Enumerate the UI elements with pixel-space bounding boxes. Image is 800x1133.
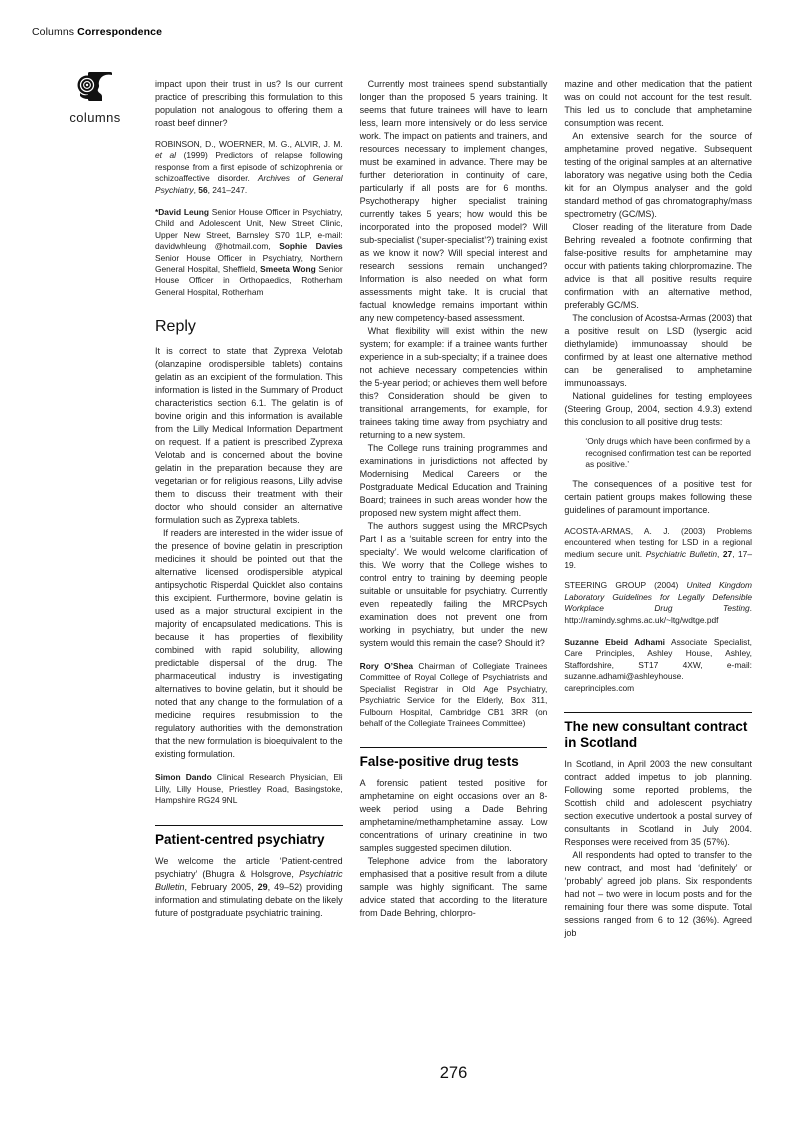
text-run: All respondents had opted to transfer to the new contract, and most had ‘definitely’ or ‘probably’ agreed job plans. Six respondents had not – two were in locum posts and for the remaining four there was some dispute. Total sessions ranged from 6 to 12 (36%). Agreed job xyxy=(564,850,752,939)
text-run: If readers are interested in the wider issue of the presence of bovine gelatin in prescription medicines it should be pointed out that the alternative licensed orodispersible atypical antipsychotic Risperdal Quicklet also contains this excipient. Furthermore, bovine gelatin is used as a major structural excipient in the majority of encapsulated medications. This is because it has properties of flexibility combined with rapid solubility, allowing predictable dispersal of the drug. The pharmaceutical industry is investigating alternatives to bovine gelatin, but it should be noted that any change to the formulation of a medicine requires resubmission to the regulatory authorities with the demonstration that the new formulation is bioequivalent to the existing formulation. xyxy=(155,528,343,760)
signature-block xyxy=(360,661,548,729)
reference xyxy=(564,580,752,626)
text-run: A forensic patient tested positive for amphetamine on eight occasions over an 8-week period using a Dade Behring amphetamine/methamphetamine assay. Low concentrations of urinary creatinine in two samples suggested specimen dilution. xyxy=(359,778,548,854)
text-run: The new consultant contract in Scotland xyxy=(564,719,748,751)
columns-logo-icon xyxy=(76,90,114,107)
section-heading-patient-centred-psychiatry xyxy=(155,825,343,848)
text-run: In Scotland, in April 2003 the new consultant contract added impetus to job planning. Following some reported problems, the Scottish child and adolescent psychiatry section executive undertook a postal survey of consultants in Scotland in July 2004. Responses were received from 35 (57%). xyxy=(564,759,752,848)
text-run: 27 xyxy=(722,548,733,559)
text-run: , 49–52) providing information and stimulating debate on the likely future of postgraduate psychiatric training. xyxy=(155,881,343,918)
page-number: 276 xyxy=(439,1064,468,1082)
text-run: The College runs training programmes and examinations in jurisdictions not affected by Modernising Medical Careers or the Postgraduate Medical Education and Training Board; trainees in such areas wonder how the proposed new system might affect them. xyxy=(359,443,548,518)
text-run: , xyxy=(717,548,723,559)
text-run: False-positive drug tests xyxy=(359,754,519,770)
paragraph xyxy=(155,78,343,130)
text-run: , xyxy=(193,184,199,195)
text-run: *David Leung xyxy=(155,207,209,218)
text-run: . http://ramindy.sghms.ac.uk/~ltg/wdtge.pdf xyxy=(564,603,752,625)
paragraph xyxy=(360,325,548,442)
reference xyxy=(564,526,752,572)
signature-block xyxy=(564,637,752,694)
text-run: (1999) Predictors of relapse following response from a first episode of schizophrenia or schizoaffective disorder. xyxy=(155,150,343,184)
signature-block xyxy=(155,772,343,806)
text-run: Senior House Officer in Psychiatry, Northern General Hospital, Sheffield, xyxy=(155,252,343,275)
page-header xyxy=(32,26,162,38)
text-run: The consequences of a positive test for certain patient groups makes following these guidelines of paramount importance. xyxy=(564,478,752,515)
signature-block xyxy=(155,207,343,298)
article-content xyxy=(155,78,752,940)
text-run: Chairman of Collegiate Trainees Committee of Royal College of Psychiatrists and Specialist Registrar in Old Age Psychiatry, Psychiatric Service for the Elderly, Box 311, Fulbourn Hospital, Cambridge CB1 3RR (on behalf of the Collegiate Trainees Committee) xyxy=(359,661,548,729)
reference xyxy=(155,139,343,196)
text-run: Telephone advice from the laboratory emphasised that a positive result from a dilute sample was highly significant. The same advice stated that according to the literature from Dade Behring, chlorpro- xyxy=(359,856,548,919)
text-run: An extensive search for the source of amphetamine proved negative. Subsequent testing of the original samples at an alternative laboratory was negative using both the Cedia kit for an Olympus analyser and the gold standard method of gas chromatography/mass spectrometry (GC/MS). xyxy=(564,131,752,219)
text-run: , 17–19. xyxy=(564,548,752,570)
text-run: Smeeta Wong xyxy=(260,264,316,275)
logo-caption: columns xyxy=(69,110,121,125)
column-1 xyxy=(155,78,343,940)
text-run: Reply xyxy=(155,318,196,336)
paragraph xyxy=(564,312,752,390)
text-run: What flexibility will exist within the new system; for example: if a trainee wants further experience in a sub-specialty; if a trainee does not achieve necessary competencies within the 5-year period; or achieves them well before this? Consideration should be given to transitional arrangements, for example, for trainees taking time away from psychiatry and returning to a new system. xyxy=(359,326,548,440)
text-run: et al xyxy=(155,150,177,161)
text-run: Senior House Officer in Psychiatry, Child and Adolescent Unit, New Street Clinic, Upper New Street, Barnsley S70 1LP, e-mail: davidwhleung @hotmail.com, xyxy=(155,207,343,252)
text-run: STEERING GROUP (2004) xyxy=(564,580,687,591)
blockquote xyxy=(585,436,752,471)
text-run: Clinical Research Physician, Eli Lilly, Lilly House, Priestley Road, Basingstoke, Hampshire RG24 9NL xyxy=(155,772,343,806)
text-run: Associate Specialist, Care Principles, Ashley House, Ashley, Staffordshire, ST17 4XW, e-mail: suzanne.adhami@ashleyhouse. careprinciples.com xyxy=(564,637,753,693)
text-run: Senior House Officer in Orthopaedics, Rotherham General Hospital, Rotherham xyxy=(155,264,343,297)
column-2 xyxy=(360,78,548,940)
text-run: impact upon their trust in us? Is our current practice of prescribing this formulation to this population not analogous to offering them a roast beef dinner? xyxy=(155,79,343,128)
paragraph xyxy=(564,478,752,517)
section-heading-false-positive-drug-tests xyxy=(360,747,548,770)
text-run: 56 xyxy=(198,184,208,195)
paragraph xyxy=(155,855,343,920)
paragraph xyxy=(360,520,548,650)
columns-logo xyxy=(60,72,130,125)
text-run: Psychiatric Bulletin xyxy=(155,868,343,892)
paragraph xyxy=(360,855,548,920)
text-run: , February 2005, xyxy=(184,881,258,892)
paragraph xyxy=(564,78,752,130)
text-run: It is correct to state that Zyprexa Velotab (olanzapine orodispersible tablets) contains gelatin as an excipient of the formulation. This information is listed in the Summary of Product characteristics section 6.1. The gelatin is of bovine origin and this information is available from the Lilly Medical Information Department on request. If a patient is prescribed Zyprexa Velotab and is concerned about the bovine gelatin in the preparation because they are vegetarian or for religious reasons, Lilly advise them to discuss their treatment with their doctor who should consider an alternative formulation such as Zyprexa tablets. xyxy=(155,346,343,526)
text-run: United Kingdom Laboratory Guidelines for Legally Defensible Workplace Drug Testing xyxy=(564,580,753,614)
text-run: ‘Only drugs which have been confirmed by a recognised confirmation test can be reported as positive.’ xyxy=(585,436,752,470)
text-run: ROBINSON, D., WOERNER, M. G., ALVIR, J. M. xyxy=(155,139,343,149)
text-run: , 241–247. xyxy=(207,184,248,195)
paragraph xyxy=(155,345,343,527)
text-run: Simon Dando xyxy=(155,772,212,783)
paragraph xyxy=(360,777,548,855)
text-run: Suzanne Ebeid Adhami xyxy=(564,637,665,648)
text-run: Psychiatric Bulletin xyxy=(645,548,718,559)
text-run: National guidelines for testing employees (Steering Group, 2004, section 4.9.3) extend this conclusion to all positive drug tests: xyxy=(564,391,752,427)
text-run: The conclusion of Acostsa-Armas (2003) that a positive result on LSD (lysergic acid diethylamide) immunoassay should be confirmed by at least one alternative method can be generalised to amphetamine immunoassays. xyxy=(564,313,752,388)
text-run: Patient-centred psychiatry xyxy=(155,831,325,847)
column-3 xyxy=(564,78,752,940)
reply-heading xyxy=(155,318,343,336)
text-run: Closer reading of the literature from Dade Behring revealed a footnote confirming that false-positive results for amphetamine may occur with patients taking chlorpromazine. The advice is that all positive results require confirmation with an alternative method, preferably GC/MS. xyxy=(564,222,752,310)
page-footer xyxy=(155,1064,752,1083)
text-run: Archives of General Psychiatry xyxy=(155,173,343,195)
text-run: 29 xyxy=(257,881,268,892)
text-run: Currently most trainees spend substantially longer than the proposed 5 years training. It seems that future trainees will have to learn less, learn more intensively or do less service work. The impact on patients and trainers, and resources necessary to implement changes, must be examined in advance. There may be further deterioration in continuity of care, particularly if all posts are for 6 months. Psychotherapy higher specialist training currently takes 5 years; how would this be incorporated into the proposed model? Will sub-specialist (‘super-specialist’?) training exist as we know it now? Will special interest and research sessions remain unchanged? Information is also needed on what form assessments might take. It is crucial that factual knowledge remains important within any new competency-based assessment. xyxy=(359,79,548,323)
text-run: Sophie Davies xyxy=(279,241,343,252)
paragraph xyxy=(564,390,752,429)
paragraph xyxy=(564,130,752,221)
paragraph xyxy=(360,442,548,520)
paragraph xyxy=(564,221,752,312)
paragraph xyxy=(155,527,343,761)
text-run: ACOSTA-ARMAS, A. J. (2003) Problems encountered when testing for LSD in a regional medium secure unit. xyxy=(564,525,752,559)
paragraph xyxy=(360,78,548,325)
paragraph xyxy=(564,849,752,940)
paragraph xyxy=(564,758,752,849)
section-heading-new-consultant-contract xyxy=(564,712,752,751)
text-run: Rory O’Shea xyxy=(359,661,414,671)
text-run: We welcome the article ‘Patient-centred psychiatry’ (Bhugra & Holsgrove, xyxy=(155,855,343,879)
text-run: mazine and other medication that the patient was on could not account for the test result. This led us to conclude that amphetamine consumption was recent. xyxy=(564,79,752,128)
journal-section-title: Correspondence xyxy=(77,26,163,38)
journal-section-label: Columns xyxy=(32,26,75,38)
text-run: The authors suggest using the MRCPsych Part I as a ‘suitable screen for entry into the specialty’. We would welcome clarification of this. We worry that the College wishes to control entry to training by deeming people suitable or unsuitable for psychiatry. Currently even repeatedly failing the MRCPsych examination does not prevent one from working in psychiatry, but under the new system would this remain the case? Should it? xyxy=(359,521,548,648)
